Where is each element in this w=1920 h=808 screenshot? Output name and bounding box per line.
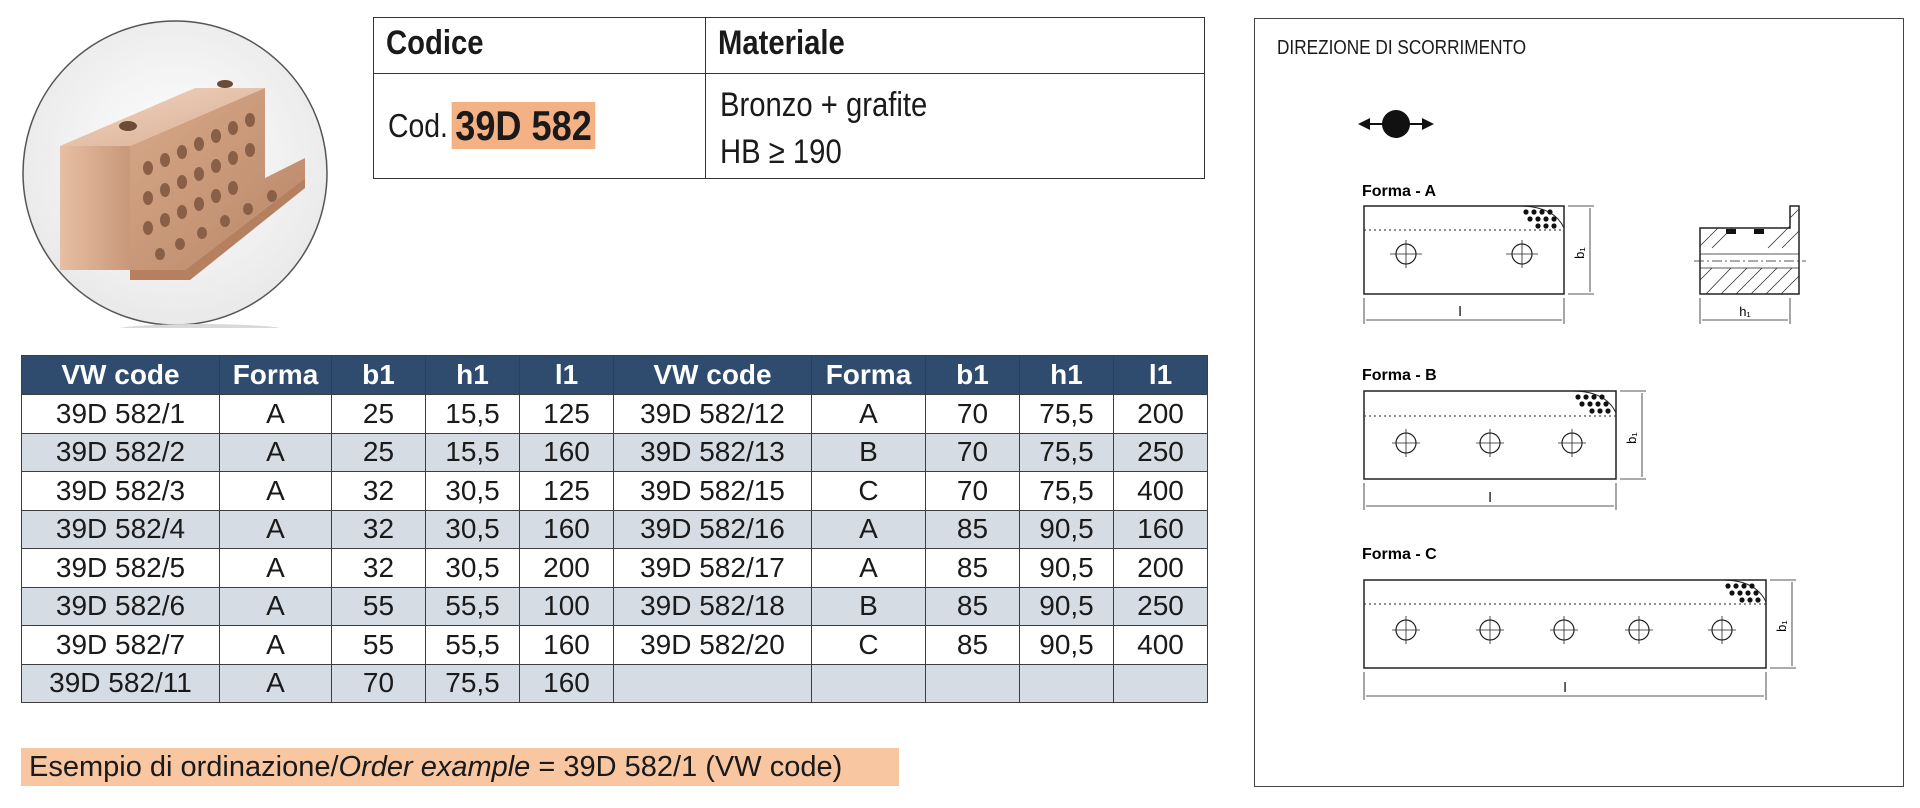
table-cell: 70 (926, 472, 1020, 511)
forma-b-drawing (1364, 391, 1646, 510)
sliding-direction-arrow-icon (1358, 110, 1434, 138)
table-cell: 39D 582/13 (614, 433, 812, 472)
table-row (22, 472, 1208, 511)
table-row (22, 587, 1208, 626)
table-cell: 200 (520, 549, 614, 588)
table-body (22, 395, 1208, 703)
table-cell: 70 (332, 664, 426, 703)
table-cell: 125 (520, 472, 614, 511)
table-cell: 39D 582/11 (22, 664, 220, 703)
table-cell (926, 664, 1020, 703)
column-header-0: VW code (22, 356, 220, 395)
table-cell: 30,5 (426, 549, 520, 588)
table-cell: 39D 582/1 (22, 395, 220, 434)
table-header-row (22, 356, 1208, 395)
table-row (22, 664, 1208, 703)
forma-b-label: Forma - B (1362, 367, 1437, 384)
column-header-3: h1 (426, 356, 520, 395)
table-cell: 39D 582/15 (614, 472, 812, 511)
table-cell: 90,5 (1020, 549, 1114, 588)
table-cell: 39D 582/17 (614, 549, 812, 588)
table-row (22, 626, 1208, 665)
table-cell: 30,5 (426, 510, 520, 549)
table-cell: 85 (926, 510, 1020, 549)
forma-a-label: Forma - A (1362, 183, 1437, 200)
table-cell: C (812, 626, 926, 665)
table-cell: 39D 582/12 (614, 395, 812, 434)
table-row (22, 433, 1208, 472)
forma-b-dim-l: l (1488, 489, 1492, 505)
table-cell: A (220, 664, 332, 703)
code-prefix: Cod. (388, 107, 448, 144)
table-cell: 39D 582/6 (22, 587, 220, 626)
code-value: 39D 582 (452, 102, 595, 149)
table-cell: A (220, 510, 332, 549)
forma-c-dim-l: l (1563, 679, 1567, 695)
table-cell: 400 (1114, 472, 1208, 511)
column-header-4: l1 (520, 356, 614, 395)
column-header-9: l1 (1114, 356, 1208, 395)
material-line-1: Bronzo + grafite (720, 86, 928, 124)
table-cell: A (220, 587, 332, 626)
table-cell: 400 (1114, 626, 1208, 665)
table-row (22, 395, 1208, 434)
table-cell: 75,5 (1020, 472, 1114, 511)
table-cell: B (812, 433, 926, 472)
table-cell: 39D 582/5 (22, 549, 220, 588)
table-cell: 30,5 (426, 472, 520, 511)
table-cell: 200 (1114, 395, 1208, 434)
table-row (22, 549, 1208, 588)
table-cell: 90,5 (1020, 587, 1114, 626)
dimensions-table (21, 355, 1208, 703)
table-cell: 39D 582/4 (22, 510, 220, 549)
table-cell: 85 (926, 587, 1020, 626)
table-cell: 160 (520, 626, 614, 665)
table-cell: 250 (1114, 587, 1208, 626)
table-cell: 15,5 (426, 433, 520, 472)
forma-c-dim-b1: b₁ (1774, 620, 1789, 632)
forma-c-drawing (1364, 580, 1796, 700)
table-cell: 32 (332, 472, 426, 511)
table-cell (1114, 664, 1208, 703)
table-cell: 32 (332, 549, 426, 588)
code-header-cell (374, 18, 705, 74)
sliding-direction-title: DIREZIONE DI SCORRIMENTO (1277, 37, 1527, 59)
code-header: Codice (386, 24, 484, 62)
order-example-prefix: Esempio di ordinazione/ (29, 751, 339, 783)
table-cell: 100 (520, 587, 614, 626)
material-line-2: HB ≥ 190 (720, 133, 842, 171)
table-cell: A (812, 395, 926, 434)
forma-a-dim-l: l (1458, 303, 1462, 319)
order-example-suffix: = 39D 582/1 (VW code) (530, 751, 843, 783)
table-cell: B (812, 587, 926, 626)
table-cell: 55,5 (426, 626, 520, 665)
table-cell: 70 (926, 395, 1020, 434)
material-header: Materiale (718, 24, 845, 62)
table-cell: 32 (332, 510, 426, 549)
column-header-8: h1 (1020, 356, 1114, 395)
material-value-cell (705, 74, 1204, 178)
table-row (22, 510, 1208, 549)
table-cell (812, 664, 926, 703)
table-cell: 55 (332, 626, 426, 665)
table-cell: 75,5 (1020, 395, 1114, 434)
table-cell: A (220, 549, 332, 588)
forma-b-dim-b1: b₁ (1624, 432, 1639, 444)
table-cell: 75,5 (1020, 433, 1114, 472)
table-cell: 39D 582/2 (22, 433, 220, 472)
table-cell: 39D 582/7 (22, 626, 220, 665)
table-cell: 55 (332, 587, 426, 626)
product-header-table (373, 17, 1205, 179)
table-cell (614, 664, 812, 703)
column-header-5: VW code (614, 356, 812, 395)
column-header-2: b1 (332, 356, 426, 395)
table-cell: A (812, 549, 926, 588)
table-cell: 160 (1114, 510, 1208, 549)
table-cell: 90,5 (1020, 626, 1114, 665)
forma-c-label: Forma - C (1362, 546, 1437, 563)
forma-a-dim-h1: h₁ (1739, 304, 1751, 319)
table-cell: 39D 582/3 (22, 472, 220, 511)
product-photo (20, 18, 330, 328)
forma-a-dim-b1: b₁ (1572, 247, 1587, 259)
table-cell: 85 (926, 626, 1020, 665)
forma-a-drawing (1364, 206, 1594, 324)
material-header-cell (705, 18, 1204, 74)
table-cell: 39D 582/18 (614, 587, 812, 626)
code-value-cell (374, 74, 705, 178)
table-cell: 160 (520, 510, 614, 549)
table-cell: 39D 582/16 (614, 510, 812, 549)
table-cell: 85 (926, 549, 1020, 588)
table-cell: A (220, 626, 332, 665)
table-cell: A (812, 510, 926, 549)
table-cell: 55,5 (426, 587, 520, 626)
table-cell: 160 (520, 664, 614, 703)
column-header-1: Forma (220, 356, 332, 395)
table-cell: 39D 582/20 (614, 626, 812, 665)
column-header-6: Forma (812, 356, 926, 395)
table-cell: 250 (1114, 433, 1208, 472)
table-cell: 25 (332, 395, 426, 434)
table-cell: 70 (926, 433, 1020, 472)
table-cell (1020, 664, 1114, 703)
table-cell: 90,5 (1020, 510, 1114, 549)
table-cell: A (220, 472, 332, 511)
table-cell: 125 (520, 395, 614, 434)
table-cell: A (220, 395, 332, 434)
technical-drawings (1254, 18, 1904, 787)
order-example (21, 748, 899, 786)
order-example-italic: Order example (338, 751, 531, 783)
table-cell: A (220, 433, 332, 472)
column-header-7: b1 (926, 356, 1020, 395)
table-cell: 15,5 (426, 395, 520, 434)
table-cell: C (812, 472, 926, 511)
table-cell: 160 (520, 433, 614, 472)
table-cell: 200 (1114, 549, 1208, 588)
table-cell: 25 (332, 433, 426, 472)
table-cell: 75,5 (426, 664, 520, 703)
